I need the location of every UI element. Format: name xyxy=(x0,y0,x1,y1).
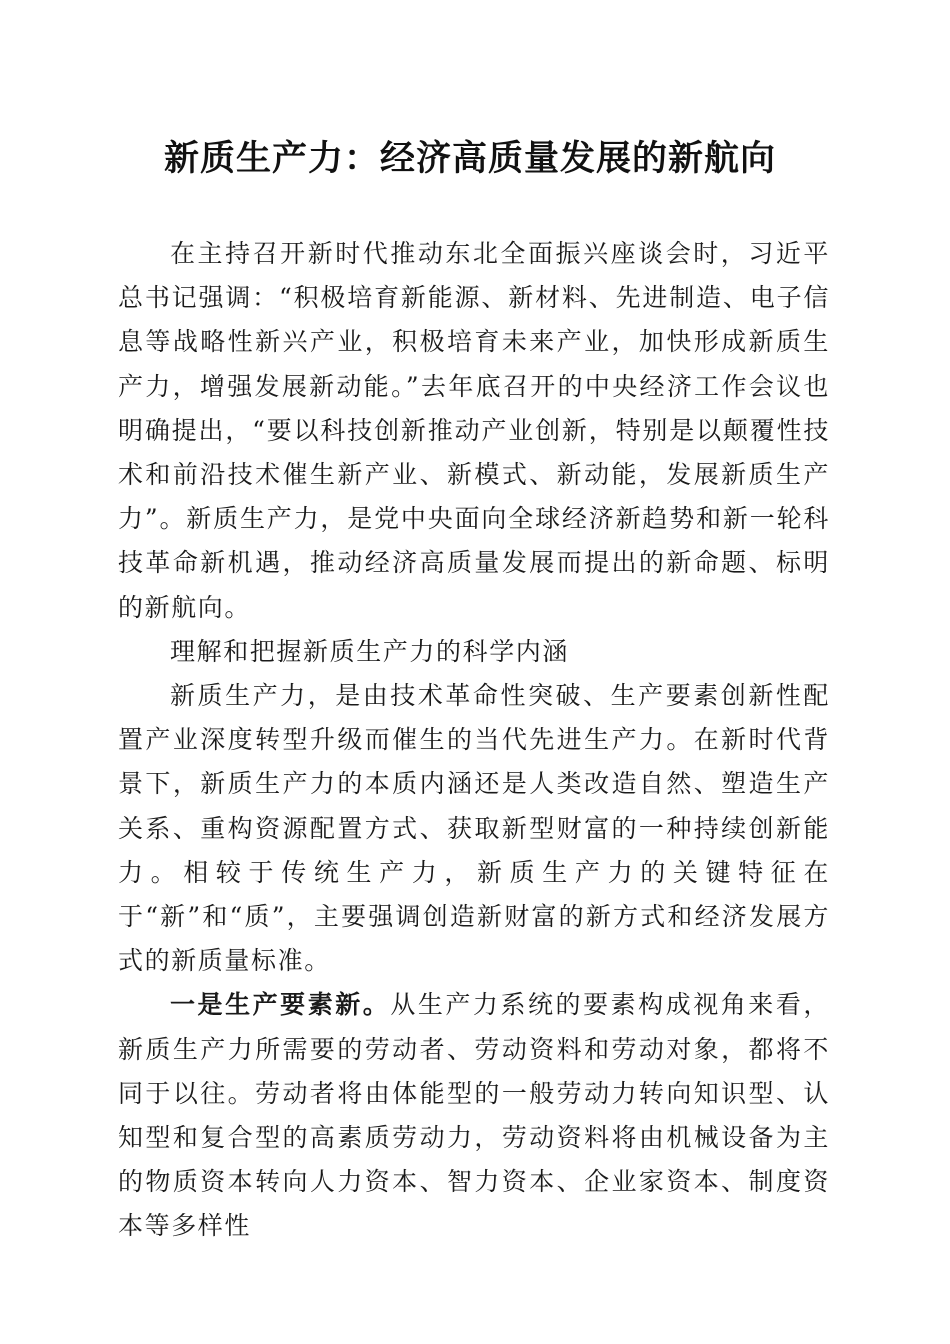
paragraph-factors xyxy=(118,983,830,1248)
section-heading: 理解和把握新质生产力的科学内涵 xyxy=(170,636,570,666)
page-title: 新质生产力：经济高质量发展的新航向 xyxy=(163,138,776,179)
paragraph-factors-body: 从生产力系统的要素构成视角来看，新质生产力所需要的劳动者、劳动资料和劳动对象，都将不同于以往。劳动者将由体能型的一般劳动力转向知识型、认知型和复合型的高素质劳动力，劳动资料将由机械设备为主的物质资本转向人力资本、智力资本、企业家资本、制度资本等多样性 xyxy=(118,990,830,1241)
paragraph-intro: 在主持召开新时代推动东北全面振兴座谈会时，习近平总书记强调：“积极培育新能源、新材料、先进制造、电子信息等战略性新兴产业，积极培育未来产业，加快形成新质生产力，增强发展新动能。”去年底召开的中央经济工作会议也明确提出，“要以科技创新推动产业创新，特别是以颠覆性技术和前沿技术催生新产业、新模式、新动能，发展新质生产力”。新质生产力，是党中央面向全球经济新趋势和新一轮科技革命新机遇，推动经济高质量发展而提出的新命题、标明的新航向。 xyxy=(118,239,830,622)
article-body xyxy=(118,232,830,1249)
paragraph-lead-phrase: 一是生产要素新。 xyxy=(170,990,391,1020)
paragraph-definition: 新质生产力，是由技术革命性突破、生产要素创新性配置产业深度转型升级而催生的当代先进生产力。在新时代背景下，新质生产力的本质内涵还是人类改造自然、塑造生产关系、重构资源配置方式、获取新型财富的一种持续创新能力。相较于传统生产力，新质生产力的关键特征在于“新”和“质”，主要强调创造新财富的新方式和经济发展方式的新质量标准。 xyxy=(118,681,830,976)
